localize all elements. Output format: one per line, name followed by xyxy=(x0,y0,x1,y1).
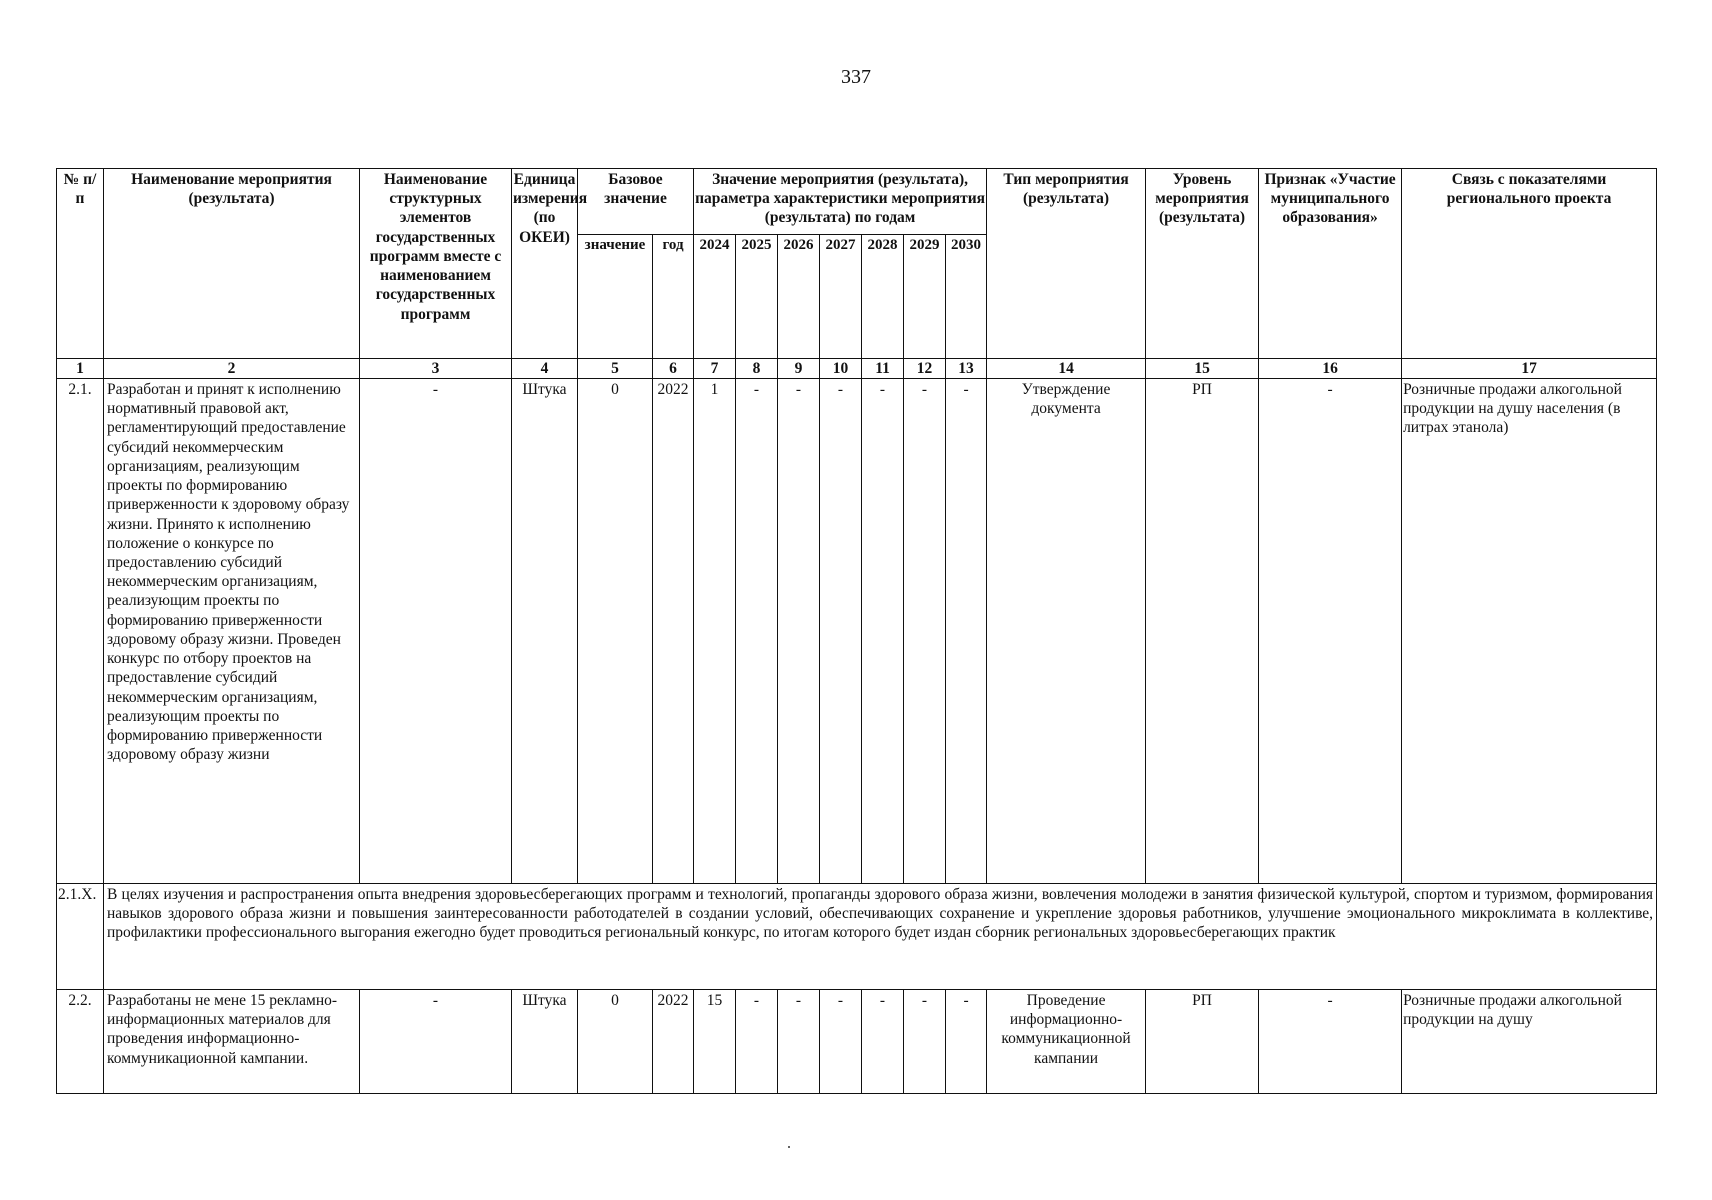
column-number: 8 xyxy=(736,359,778,379)
header-year-2029: 2029 xyxy=(904,235,946,359)
regional-link: Розничные продажи алкогольной продукции на душу населения (в литрах этанола) xyxy=(1402,379,1657,884)
column-number: 4 xyxy=(512,359,578,379)
structural-element: - xyxy=(360,990,512,1094)
base-year: 2022 xyxy=(653,379,694,884)
header-year-2030: 2030 xyxy=(946,235,987,359)
activity-type: Утверждение документа xyxy=(987,379,1146,884)
table-row xyxy=(57,990,1657,1094)
structural-element: - xyxy=(360,379,512,884)
value-2029: - xyxy=(904,990,946,1094)
value-2029: - xyxy=(904,379,946,884)
row-number: 2.2. xyxy=(57,990,104,1094)
column-number: 7 xyxy=(694,359,736,379)
activity-type: Проведение информационно-коммуникационной кампании xyxy=(987,990,1146,1094)
value-2027: - xyxy=(820,379,862,884)
column-number: 1 xyxy=(57,359,104,379)
column-number: 16 xyxy=(1259,359,1402,379)
activities-table xyxy=(56,168,1657,1094)
header-year-2027: 2027 xyxy=(820,235,862,359)
column-number: 13 xyxy=(946,359,987,379)
header-row-1 xyxy=(57,169,1657,235)
municipal-flag: - xyxy=(1259,379,1402,884)
header-structural-elements: Наименование структурных элементов государственных программ вместе с наименованием государственных программ xyxy=(360,169,512,359)
header-year-2024: 2024 xyxy=(694,235,736,359)
header-year-2028: 2028 xyxy=(862,235,904,359)
value-2026: - xyxy=(778,990,820,1094)
note-text: В целях изучения и распространения опыта внедрения здоровьесберегающих программ и технологий, пропаганды здорового образа жизни, вовлечения молодежи в занятия физической культурой, спортом и туризмом, формирования навыков здорового образа жизни и повышения заинтересованности работодателей в создании условий, обеспечивающих сохранение и укрепление здоровья работников, улучшение эмоционального микроклимата в коллективе, профилактики профессионального выгорания ежегодно будет проводиться региональный конкурс, по итогам которого будет издан сборник региональных здоровьесберегающих практик xyxy=(104,884,1657,990)
column-number: 6 xyxy=(653,359,694,379)
column-number: 11 xyxy=(862,359,904,379)
regional-link: Розничные продажи алкогольной продукции на душу xyxy=(1402,990,1657,1094)
table-row xyxy=(57,379,1657,884)
value-2025: - xyxy=(736,379,778,884)
column-number: 9 xyxy=(778,359,820,379)
activity-name: Разработан и принят к исполнению нормативный правовой акт, регламентирующий предоставление субсидий некоммерческим организациям, реализующим проекты по формированию приверженности к здоровому образу жизни. Принято к исполнению положение о конкурсе по предоставлению субсидий некоммерческим организациям, реализующим проекты по формированию приверженности здоровому образу жизни. Проведен конкурс по отбору проектов на предоставление субсидий некоммерческим организациям, реализующим проекты по формированию приверженности здоровому образу жизни xyxy=(104,379,360,884)
column-number: 12 xyxy=(904,359,946,379)
value-2027: - xyxy=(820,990,862,1094)
header-activity-name: Наименование мероприятия (результата) xyxy=(104,169,360,359)
value-2030: - xyxy=(946,379,987,884)
column-number: 3 xyxy=(360,359,512,379)
municipal-flag: - xyxy=(1259,990,1402,1094)
value-2026: - xyxy=(778,379,820,884)
note-number: 2.1.Х. xyxy=(57,884,104,990)
unit: Штука xyxy=(512,990,578,1094)
column-number: 17 xyxy=(1402,359,1657,379)
header-unit: Единица измерения (по ОКЕИ) xyxy=(512,169,578,359)
column-number: 14 xyxy=(987,359,1146,379)
row-number: 2.1. xyxy=(57,379,104,884)
header-year-2026: 2026 xyxy=(778,235,820,359)
note-row xyxy=(57,884,1657,990)
value-2030: - xyxy=(946,990,987,1094)
scan-speck xyxy=(788,1146,790,1148)
header-year-2025: 2025 xyxy=(736,235,778,359)
column-number: 2 xyxy=(104,359,360,379)
value-2024: 15 xyxy=(694,990,736,1094)
activity-name: Разработаны не мене 15 рекламно-информационных материалов для проведения информационно-коммуникационной кампании. xyxy=(104,990,360,1094)
base-value: 0 xyxy=(578,990,653,1094)
column-number: 10 xyxy=(820,359,862,379)
header-base-value-value: значение xyxy=(578,235,653,359)
base-value: 0 xyxy=(578,379,653,884)
activity-level: РП xyxy=(1146,990,1259,1094)
header-base-value-year: год xyxy=(653,235,694,359)
unit: Штука xyxy=(512,379,578,884)
page-number: 337 xyxy=(841,66,871,88)
base-year: 2022 xyxy=(653,990,694,1094)
activity-level: РП xyxy=(1146,379,1259,884)
header-yearly-values: Значение мероприятия (результата), параметра характеристики мероприятия (результата) по годам xyxy=(694,169,987,235)
value-2028: - xyxy=(862,990,904,1094)
value-2024: 1 xyxy=(694,379,736,884)
value-2028: - xyxy=(862,379,904,884)
column-number: 5 xyxy=(578,359,653,379)
column-number: 15 xyxy=(1146,359,1259,379)
header-municipal-flag: Признак «Участие муниципального образования» xyxy=(1259,169,1402,359)
header-activity-type: Тип мероприятия (результата) xyxy=(987,169,1146,359)
header-activity-level: Уровень мероприятия (результата) xyxy=(1146,169,1259,359)
column-number-row xyxy=(57,359,1657,379)
header-number: № п/п xyxy=(57,169,104,359)
value-2025: - xyxy=(736,990,778,1094)
header-regional-link: Связь с показателями регионального проекта xyxy=(1402,169,1657,359)
header-base-value: Базовое значение xyxy=(578,169,694,235)
